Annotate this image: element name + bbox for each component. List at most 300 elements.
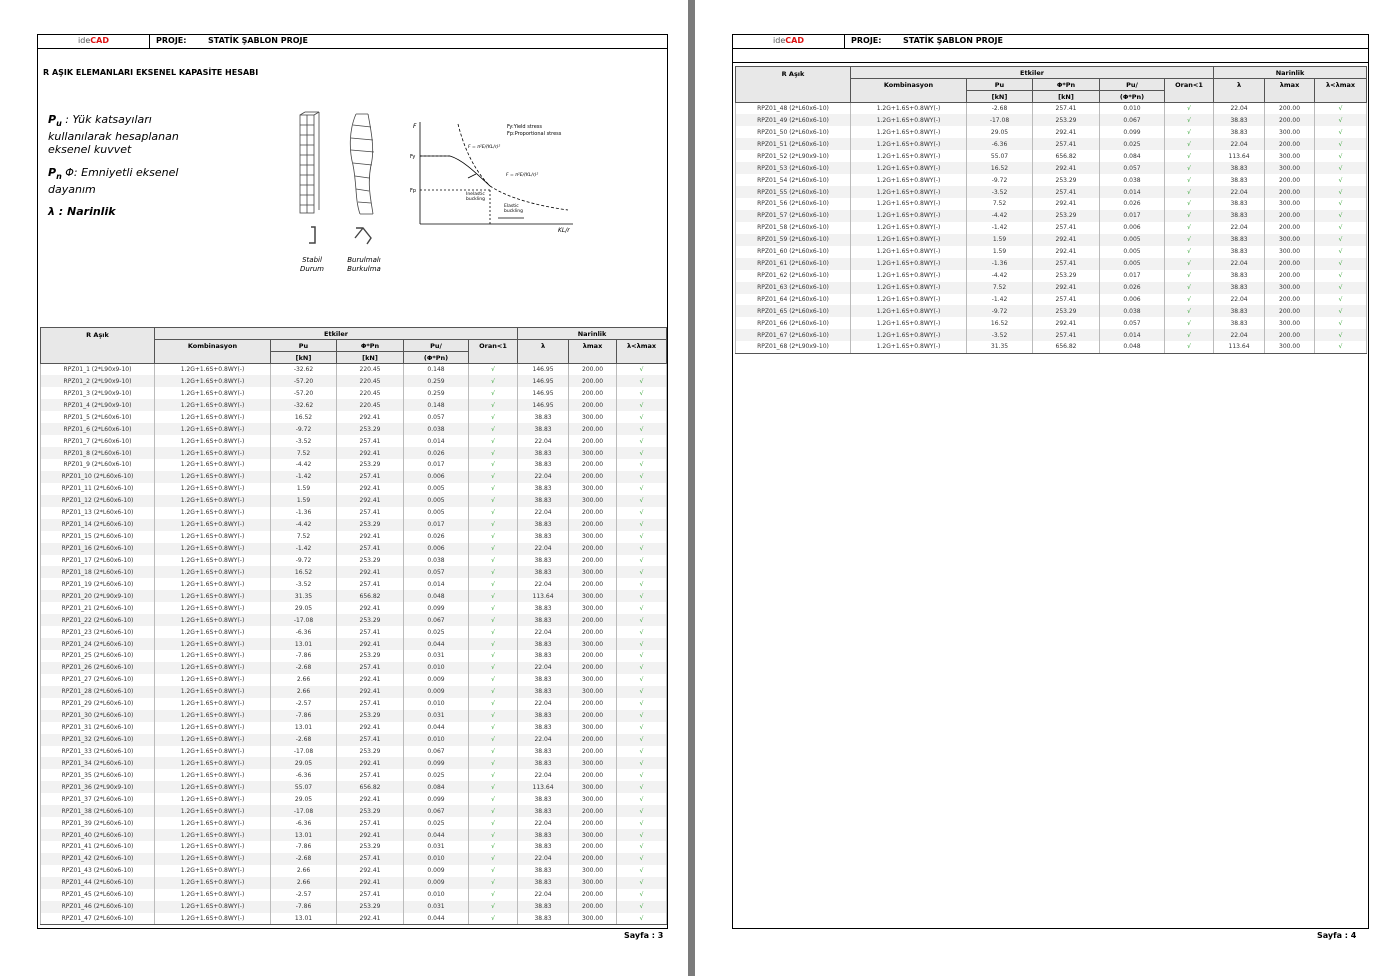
- table-cell: 257.41: [337, 626, 404, 638]
- table-cell: 292.41: [337, 686, 404, 698]
- table-cell: √: [1165, 329, 1214, 341]
- table-cell: √: [1165, 162, 1214, 174]
- project-label: PROJE:: [851, 36, 882, 45]
- table-cell: √: [617, 829, 667, 841]
- table-cell: RPZ01_18 (2*L60x6-10): [41, 566, 155, 578]
- table-row: [41, 387, 667, 399]
- table-cell: √: [617, 662, 667, 674]
- table-cell: 0.099: [404, 793, 469, 805]
- table-cell: -6.36: [967, 138, 1033, 150]
- table-cell: RPZ01_68 (2*L90x9-10): [736, 341, 851, 353]
- table-cell: 55.07: [967, 150, 1033, 162]
- table-cell: -57.20: [271, 387, 337, 399]
- table-cell: √: [469, 805, 518, 817]
- table-cell: 0.048: [1100, 341, 1165, 353]
- table-cell: -7.86: [271, 710, 337, 722]
- table-cell: RPZ01_57 (2*L60x6-10): [736, 210, 851, 222]
- table-cell: √: [617, 698, 667, 710]
- table-row: [41, 829, 667, 841]
- table-cell: 292.41: [337, 495, 404, 507]
- table-cell: 0.026: [1100, 282, 1165, 294]
- table-row: [41, 602, 667, 614]
- buckling-caption: Burulmalı Burkulma: [347, 256, 381, 273]
- table-cell: 0.006: [1100, 222, 1165, 234]
- table-cell: RPZ01_55 (2*L60x6-10): [736, 186, 851, 198]
- svg-text:buckling: buckling: [504, 209, 523, 214]
- table-cell: √: [617, 769, 667, 781]
- table-cell: √: [469, 746, 518, 758]
- table-cell: √: [617, 913, 667, 925]
- table-cell: -7.86: [271, 901, 337, 913]
- table-cell: 292.41: [337, 566, 404, 578]
- table-cell: RPZ01_17 (2*L60x6-10): [41, 555, 155, 567]
- table-cell: √: [617, 495, 667, 507]
- col-ratio-check: Oran<1: [469, 340, 518, 364]
- table-cell: 0.026: [404, 447, 469, 459]
- table-cell: 38.83: [1214, 198, 1265, 210]
- table-row: [41, 459, 667, 471]
- page-number: Sayfa : 3: [624, 931, 664, 940]
- table-cell: 300.00: [569, 411, 617, 423]
- table-cell: RPZ01_62 (2*L60x6-10): [736, 270, 851, 282]
- table-cell: 22.04: [518, 435, 569, 447]
- table-cell: 200.00: [569, 507, 617, 519]
- table-cell: RPZ01_40 (2*L60x6-10): [41, 829, 155, 841]
- table-cell: √: [469, 913, 518, 925]
- col-slenderness: Narinlik: [518, 328, 667, 340]
- table-cell: 1.2G+1.6S+0.8WY(-): [155, 877, 271, 889]
- table-cell: √: [1315, 174, 1367, 186]
- table-cell: -2.57: [271, 698, 337, 710]
- table-cell: 1.2G+1.6S+0.8WY(-): [155, 769, 271, 781]
- table-cell: -3.52: [967, 329, 1033, 341]
- table-cell: √: [1315, 114, 1367, 126]
- table-cell: 1.2G+1.6S+0.8WY(-): [851, 294, 967, 306]
- table-cell: 257.41: [337, 578, 404, 590]
- table-row: [736, 270, 1367, 282]
- table-cell: 253.29: [337, 805, 404, 817]
- table-cell: √: [1315, 162, 1367, 174]
- table-row: [41, 650, 667, 662]
- table-cell: 200.00: [1265, 270, 1315, 282]
- table-cell: 257.41: [1033, 258, 1100, 270]
- table-cell: 200.00: [1265, 258, 1315, 270]
- table-cell: 292.41: [337, 877, 404, 889]
- table-cell: -4.42: [967, 270, 1033, 282]
- table-cell: -2.68: [967, 103, 1033, 115]
- table-cell: 16.52: [271, 411, 337, 423]
- table-cell: 38.83: [518, 746, 569, 758]
- table-cell: RPZ01_47 (2*L60x6-10): [41, 913, 155, 925]
- table-cell: 0.044: [404, 913, 469, 925]
- table-cell: 300.00: [1265, 282, 1315, 294]
- table-cell: 1.2G+1.6S+0.8WY(-): [155, 793, 271, 805]
- table-cell: 146.95: [518, 387, 569, 399]
- table-row: [736, 317, 1367, 329]
- table-cell: 113.64: [518, 781, 569, 793]
- table-cell: 300.00: [569, 602, 617, 614]
- table-row: [41, 698, 667, 710]
- table-cell: 200.00: [569, 471, 617, 483]
- table-cell: √: [1315, 305, 1367, 317]
- table-cell: 1.2G+1.6S+0.8WY(-): [155, 566, 271, 578]
- table-cell: 200.00: [1265, 114, 1315, 126]
- table-cell: -32.62: [271, 364, 337, 376]
- table-cell: 1.2G+1.6S+0.8WY(-): [155, 590, 271, 602]
- table-cell: 22.04: [518, 471, 569, 483]
- table-cell: 1.2G+1.6S+0.8WY(-): [155, 614, 271, 626]
- table-cell: RPZ01_25 (2*L60x6-10): [41, 650, 155, 662]
- table-cell: 0.005: [1100, 234, 1165, 246]
- table-cell: √: [1165, 126, 1214, 138]
- table-row: [41, 543, 667, 555]
- table-cell: √: [617, 555, 667, 567]
- table-cell: √: [469, 483, 518, 495]
- table-cell: √: [617, 781, 667, 793]
- table-cell: 292.41: [337, 829, 404, 841]
- table-cell: 656.82: [337, 590, 404, 602]
- table-cell: √: [469, 602, 518, 614]
- table-cell: 1.2G+1.6S+0.8WY(-): [155, 555, 271, 567]
- table-cell: -6.36: [271, 817, 337, 829]
- page-header: [733, 35, 1368, 49]
- table-body: [41, 364, 667, 925]
- table-cell: 220.45: [337, 399, 404, 411]
- table-cell: 38.83: [518, 805, 569, 817]
- table-cell: 1.2G+1.6S+0.8WY(-): [851, 126, 967, 138]
- table-cell: 200.00: [569, 901, 617, 913]
- table-cell: 0.026: [404, 531, 469, 543]
- col-phipn: Φ*Pn: [337, 340, 404, 352]
- table-cell: √: [469, 841, 518, 853]
- table-cell: √: [1165, 258, 1214, 270]
- table-cell: 0.010: [404, 853, 469, 865]
- table-cell: 1.2G+1.6S+0.8WY(-): [851, 329, 967, 341]
- table-cell: 200.00: [569, 746, 617, 758]
- table-row: [736, 258, 1367, 270]
- table-cell: RPZ01_14 (2*L60x6-10): [41, 519, 155, 531]
- table-cell: 0.014: [404, 578, 469, 590]
- table-cell: 22.04: [518, 698, 569, 710]
- table-cell: √: [617, 686, 667, 698]
- table-cell: √: [617, 590, 667, 602]
- table-cell: 300.00: [569, 638, 617, 650]
- table-cell: 113.64: [1214, 150, 1265, 162]
- table-cell: √: [617, 387, 667, 399]
- table-row: [41, 447, 667, 459]
- table-cell: 1.2G+1.6S+0.8WY(-): [851, 114, 967, 126]
- table-cell: 253.29: [337, 841, 404, 853]
- table-cell: 257.41: [1033, 329, 1100, 341]
- table-cell: 257.41: [337, 769, 404, 781]
- table-cell: √: [1315, 103, 1367, 115]
- table-cell: √: [469, 686, 518, 698]
- table-cell: 0.025: [1100, 138, 1165, 150]
- table-cell: 1.2G+1.6S+0.8WY(-): [851, 234, 967, 246]
- table-cell: 0.067: [404, 746, 469, 758]
- table-cell: 200.00: [569, 710, 617, 722]
- table-cell: 1.2G+1.6S+0.8WY(-): [155, 734, 271, 746]
- table-cell: √: [617, 901, 667, 913]
- table-cell: √: [617, 364, 667, 376]
- table-cell: 146.95: [518, 364, 569, 376]
- table-cell: RPZ01_4 (2*L90x9-10): [41, 399, 155, 411]
- table-cell: -1.36: [271, 507, 337, 519]
- table-cell: √: [469, 889, 518, 901]
- table-cell: 38.83: [518, 519, 569, 531]
- table-cell: 1.2G+1.6S+0.8WY(-): [155, 722, 271, 734]
- table-cell: 220.45: [337, 387, 404, 399]
- table-cell: RPZ01_50 (2*L60x6-10): [736, 126, 851, 138]
- table-cell: RPZ01_33 (2*L60x6-10): [41, 746, 155, 758]
- table-cell: 0.057: [404, 411, 469, 423]
- svg-text:Fy: Fy: [410, 154, 416, 160]
- table-row: [41, 674, 667, 686]
- table-cell: √: [1315, 282, 1367, 294]
- table-cell: -2.68: [271, 662, 337, 674]
- table-row: [736, 126, 1367, 138]
- table-cell: 253.29: [337, 650, 404, 662]
- table-cell: RPZ01_27 (2*L60x6-10): [41, 674, 155, 686]
- table-cell: RPZ01_46 (2*L60x6-10): [41, 901, 155, 913]
- table-cell: 0.044: [404, 722, 469, 734]
- table-cell: 22.04: [1214, 138, 1265, 150]
- table-cell: 0.017: [1100, 210, 1165, 222]
- table-cell: 2.66: [271, 686, 337, 698]
- table-cell: 38.83: [518, 686, 569, 698]
- table-cell: 0.067: [404, 805, 469, 817]
- table-cell: 22.04: [518, 507, 569, 519]
- table-cell: RPZ01_43 (2*L60x6-10): [41, 865, 155, 877]
- table-cell: -17.08: [271, 746, 337, 758]
- table-cell: 292.41: [337, 447, 404, 459]
- table-cell: 200.00: [569, 375, 617, 387]
- table-cell: 38.83: [1214, 317, 1265, 329]
- table-cell: 300.00: [1265, 150, 1315, 162]
- table-cell: 0.025: [404, 769, 469, 781]
- table-row: [41, 686, 667, 698]
- table-cell: √: [1165, 150, 1214, 162]
- table-cell: 0.014: [1100, 329, 1165, 341]
- table-cell: 257.41: [337, 543, 404, 555]
- table-row: [41, 901, 667, 913]
- table-cell: √: [617, 507, 667, 519]
- table-row: [41, 817, 667, 829]
- table-row: [41, 769, 667, 781]
- table-cell: 113.64: [1214, 341, 1265, 353]
- svg-text:Fp:Proportional stress: Fp:Proportional stress: [507, 131, 562, 137]
- table-cell: 300.00: [569, 722, 617, 734]
- table-cell: √: [1165, 246, 1214, 258]
- table-cell: RPZ01_29 (2*L60x6-10): [41, 698, 155, 710]
- table-cell: √: [617, 399, 667, 411]
- table-cell: 292.41: [337, 757, 404, 769]
- table-cell: 1.2G+1.6S+0.8WY(-): [155, 519, 271, 531]
- table-row: [736, 210, 1367, 222]
- table-cell: √: [469, 674, 518, 686]
- table-cell: 1.2G+1.6S+0.8WY(-): [155, 626, 271, 638]
- table-cell: 292.41: [1033, 246, 1100, 258]
- svg-text:KL/r: KL/r: [558, 227, 570, 233]
- col-ratio-check: Oran<1: [1165, 79, 1214, 103]
- svg-text:Fy:Yield stress: Fy:Yield stress: [507, 124, 542, 130]
- table-cell: 146.95: [518, 375, 569, 387]
- table-cell: 1.2G+1.6S+0.8WY(-): [851, 341, 967, 353]
- table-cell: RPZ01_12 (2*L60x6-10): [41, 495, 155, 507]
- table-cell: √: [469, 375, 518, 387]
- table-cell: 38.83: [518, 495, 569, 507]
- table-cell: 1.2G+1.6S+0.8WY(-): [851, 282, 967, 294]
- table-row: [41, 865, 667, 877]
- table-row: [41, 531, 667, 543]
- table-cell: √: [469, 638, 518, 650]
- table-cell: 300.00: [1265, 162, 1315, 174]
- page-3: [0, 0, 688, 976]
- table-cell: RPZ01_51 (2*L60x6-10): [736, 138, 851, 150]
- table-cell: √: [469, 531, 518, 543]
- table-cell: 1.2G+1.6S+0.8WY(-): [155, 471, 271, 483]
- table-row: [736, 162, 1367, 174]
- table-cell: 13.01: [271, 913, 337, 925]
- table-cell: RPZ01_53 (2*L60x6-10): [736, 162, 851, 174]
- table-cell: 0.006: [404, 471, 469, 483]
- table-cell: 1.2G+1.6S+0.8WY(-): [155, 531, 271, 543]
- table-cell: 257.41: [337, 507, 404, 519]
- table-cell: RPZ01_61 (2*L60x6-10): [736, 258, 851, 270]
- section-title: R AŞIK ELEMANLARI EKSENEL KAPASİTE HESABI: [43, 68, 259, 77]
- table-cell: 0.010: [404, 662, 469, 674]
- table-cell: 1.2G+1.6S+0.8WY(-): [155, 375, 271, 387]
- table-cell: √: [469, 793, 518, 805]
- table-cell: 1.2G+1.6S+0.8WY(-): [155, 674, 271, 686]
- table-cell: 1.2G+1.6S+0.8WY(-): [155, 841, 271, 853]
- table-cell: 1.2G+1.6S+0.8WY(-): [155, 602, 271, 614]
- table-cell: 0.038: [404, 423, 469, 435]
- table-cell: √: [617, 877, 667, 889]
- table-row: [41, 590, 667, 602]
- table-cell: 38.83: [1214, 270, 1265, 282]
- legend-pn: $P_n$ Φ: Emniyetli eksenel dayanım: [48, 166, 179, 197]
- table-cell: 22.04: [518, 626, 569, 638]
- table-cell: 1.2G+1.6S+0.8WY(-): [155, 638, 271, 650]
- project-name: STATİK ŞABLON PROJE: [903, 36, 1003, 45]
- table-cell: √: [469, 555, 518, 567]
- table-cell: 0.005: [1100, 246, 1165, 258]
- table-cell: RPZ01_58 (2*L60x6-10): [736, 222, 851, 234]
- table-cell: 0.057: [404, 566, 469, 578]
- table-cell: 292.41: [337, 674, 404, 686]
- col-effects: Etkiler: [851, 67, 1214, 79]
- table-cell: -6.36: [271, 769, 337, 781]
- table-cell: 300.00: [569, 566, 617, 578]
- table-cell: 1.59: [967, 234, 1033, 246]
- table-cell: √: [469, 662, 518, 674]
- table-cell: 253.29: [337, 614, 404, 626]
- table-cell: -9.72: [271, 555, 337, 567]
- table-cell: √: [469, 566, 518, 578]
- table-cell: 0.048: [404, 590, 469, 602]
- table-cell: 0.009: [404, 674, 469, 686]
- table-cell: 300.00: [569, 674, 617, 686]
- table-cell: 29.05: [271, 793, 337, 805]
- col-combination: Kombinasyon: [851, 79, 967, 103]
- table-cell: 1.2G+1.6S+0.8WY(-): [155, 483, 271, 495]
- table-cell: 16.52: [967, 162, 1033, 174]
- page-header: [38, 35, 667, 49]
- table-cell: 13.01: [271, 638, 337, 650]
- table-cell: 1.2G+1.6S+0.8WY(-): [155, 901, 271, 913]
- table-cell: 0.009: [404, 686, 469, 698]
- table-row: [41, 662, 667, 674]
- table-cell: 0.099: [1100, 126, 1165, 138]
- table-cell: 292.41: [1033, 234, 1100, 246]
- table-cell: 300.00: [569, 590, 617, 602]
- table-cell: 1.2G+1.6S+0.8WY(-): [851, 222, 967, 234]
- table-cell: RPZ01_45 (2*L60x6-10): [41, 889, 155, 901]
- table-cell: RPZ01_7 (2*L60x6-10): [41, 435, 155, 447]
- table-cell: RPZ01_20 (2*L90x9-10): [41, 590, 155, 602]
- table-cell: 292.41: [337, 793, 404, 805]
- table-cell: 0.259: [404, 387, 469, 399]
- table-cell: RPZ01_59 (2*L60x6-10): [736, 234, 851, 246]
- table-cell: 0.057: [1100, 317, 1165, 329]
- header-spacer: [733, 49, 1368, 63]
- table-cell: 31.35: [271, 590, 337, 602]
- table-cell: √: [1315, 294, 1367, 306]
- table-row: [41, 507, 667, 519]
- table-cell: √: [1315, 329, 1367, 341]
- table-cell: √: [469, 614, 518, 626]
- table-cell: √: [469, 423, 518, 435]
- table-cell: 1.59: [271, 483, 337, 495]
- table-cell: 0.038: [1100, 174, 1165, 186]
- table-cell: 0.005: [404, 495, 469, 507]
- table-row: [736, 174, 1367, 186]
- table-cell: 253.29: [1033, 305, 1100, 317]
- table-cell: 38.83: [518, 865, 569, 877]
- table-cell: 253.29: [337, 423, 404, 435]
- table-cell: RPZ01_30 (2*L60x6-10): [41, 710, 155, 722]
- table-cell: √: [469, 722, 518, 734]
- table-cell: 200.00: [569, 578, 617, 590]
- col-lambda-check: λ<λmax: [1315, 79, 1367, 103]
- table-cell: 292.41: [337, 531, 404, 543]
- table-cell: 1.2G+1.6S+0.8WY(-): [155, 459, 271, 471]
- svg-text:buckling: buckling: [466, 197, 485, 202]
- col-pu-unit: [kN]: [967, 91, 1033, 103]
- table-cell: √: [1315, 210, 1367, 222]
- table-cell: 38.83: [1214, 305, 1265, 317]
- table-cell: 300.00: [569, 495, 617, 507]
- col-slenderness: Narinlik: [1214, 67, 1367, 79]
- table-cell: 38.83: [1214, 114, 1265, 126]
- table-cell: 0.017: [1100, 270, 1165, 282]
- table-cell: RPZ01_60 (2*L60x6-10): [736, 246, 851, 258]
- table-cell: 200.00: [569, 698, 617, 710]
- table-cell: 38.83: [518, 459, 569, 471]
- table-cell: RPZ01_23 (2*L60x6-10): [41, 626, 155, 638]
- table-cell: √: [617, 531, 667, 543]
- capacity-table-page3: [40, 327, 667, 925]
- table-cell: 1.2G+1.6S+0.8WY(-): [155, 387, 271, 399]
- table-cell: √: [1165, 270, 1214, 282]
- table-cell: 0.038: [1100, 305, 1165, 317]
- table-cell: 0.026: [1100, 198, 1165, 210]
- table-cell: 300.00: [1265, 246, 1315, 258]
- table-cell: 0.084: [404, 781, 469, 793]
- table-cell: √: [469, 698, 518, 710]
- table-row: [41, 889, 667, 901]
